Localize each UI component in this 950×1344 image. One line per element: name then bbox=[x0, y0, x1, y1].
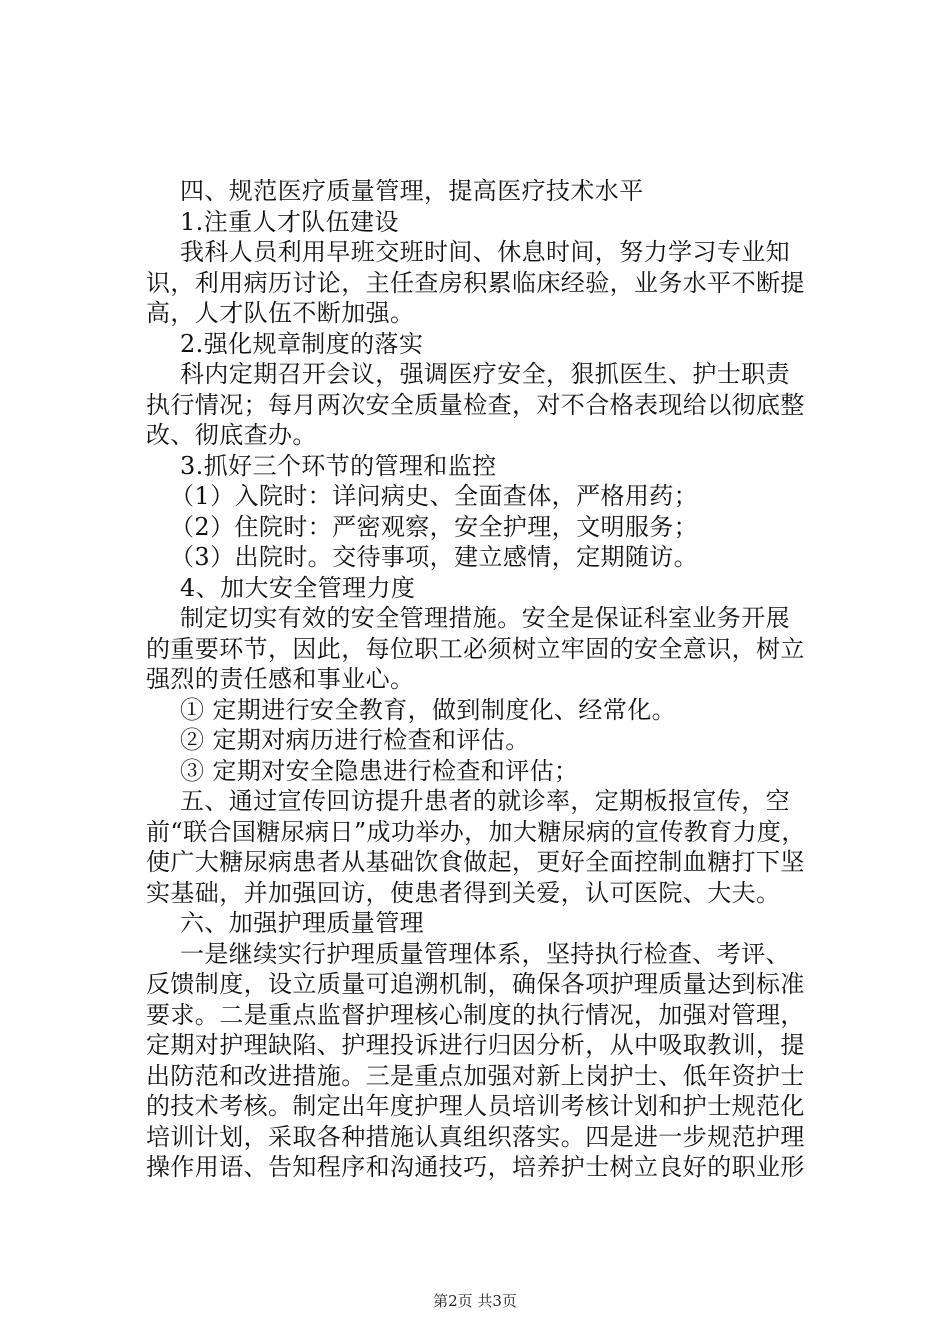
text-line: 的重要环节，因此，每位职工必须树立牢固的安全意识，树立 bbox=[146, 634, 805, 663]
text-line: （2）住院时：严密观察，安全护理，文明服务； bbox=[170, 512, 699, 541]
text-line: 一是继续实行护理质量管理体系，坚持执行检查、考评、 bbox=[180, 939, 790, 968]
text-line: 高，人才队伍不断加强。 bbox=[146, 299, 415, 327]
text-line: 五、通过宣传回访提升患者的就诊率，定期板报宣传，空 bbox=[180, 787, 790, 815]
text-line: 四、规范医疗质量管理，提高医疗技术水平 bbox=[180, 177, 644, 205]
text-line: ② 定期对病历进行检查和评估。 bbox=[180, 726, 530, 754]
text-line: 定期对护理缺陷、护理投诉进行归因分析，从中吸取教训，提 bbox=[146, 1031, 805, 1059]
text-line: ③ 定期对安全隐患进行检查和评估； bbox=[180, 756, 579, 785]
text-line: 反馈制度，设立质量可追溯机制，确保各项护理质量达到标准 bbox=[146, 970, 805, 998]
text-line: 2.强化规章制度的落实 bbox=[180, 329, 424, 358]
page-footer: 第2页 共3页 bbox=[433, 1292, 517, 1310]
text-line: 六、加强护理质量管理 bbox=[180, 909, 424, 937]
document-body bbox=[146, 176, 830, 1183]
text-line: 执行情况；每月两次安全质量检查，对不合格表现给以彻底整 bbox=[146, 390, 805, 419]
text-line: 实基础，并加强回访，使患者得到关爱，认可医院、大夫。 bbox=[146, 878, 781, 907]
text-line: 操作用语、告知程序和沟通技巧，培养护士树立良好的职业形 bbox=[146, 1153, 805, 1181]
text-line: 强烈的责任感和事业心。 bbox=[146, 665, 415, 693]
text-line: 使广大糖尿病患者从基础饮食做起，更好全面控制血糖打下坚 bbox=[146, 848, 805, 876]
text-line: 1.注重人才队伍建设 bbox=[180, 207, 399, 236]
text-line: 出防范和改进措施。三是重点加强对新上岗护士、低年资护士 bbox=[146, 1061, 805, 1090]
text-line: 识，利用病历讨论，主任查房积累临床经验，业务水平不断提 bbox=[146, 268, 805, 297]
text-line: 改、彻底查办。 bbox=[146, 421, 317, 449]
text-line: 科内定期召开会议，强调医疗安全，狠抓医生、护士职责 bbox=[180, 360, 790, 388]
text-line: ① 定期进行安全教育，做到制度化、经常化。 bbox=[180, 695, 677, 724]
text-line: 4、加大安全管理力度 bbox=[180, 573, 416, 602]
text-line: 我科人员利用早班交班时间、休息时间，努力学习专业知 bbox=[180, 238, 790, 266]
text-line: 前“联合国糖尿病日”成功举办，加大糖尿病的宣传教育力度， bbox=[146, 817, 806, 846]
text-line: 要求。二是重点监督护理核心制度的执行情况，加强对管理， bbox=[146, 1000, 805, 1029]
text-line: 制定切实有效的安全管理措施。安全是保证科室业务开展 bbox=[180, 604, 790, 632]
text-line: 的技术考核。制定出年度护理人员培训考核计划和护士规范化 bbox=[146, 1092, 805, 1120]
text-line: （1）入院时：详问病史、全面查体，严格用药； bbox=[170, 482, 699, 510]
text-line: 3.抓好三个环节的管理和监控 bbox=[180, 451, 497, 480]
text-line: （3）出院时。交待事项，建立感情，定期随访。 bbox=[170, 543, 699, 571]
text-line: 培训计划，采取各种措施认真组织落实。四是进一步规范护理 bbox=[146, 1122, 805, 1151]
